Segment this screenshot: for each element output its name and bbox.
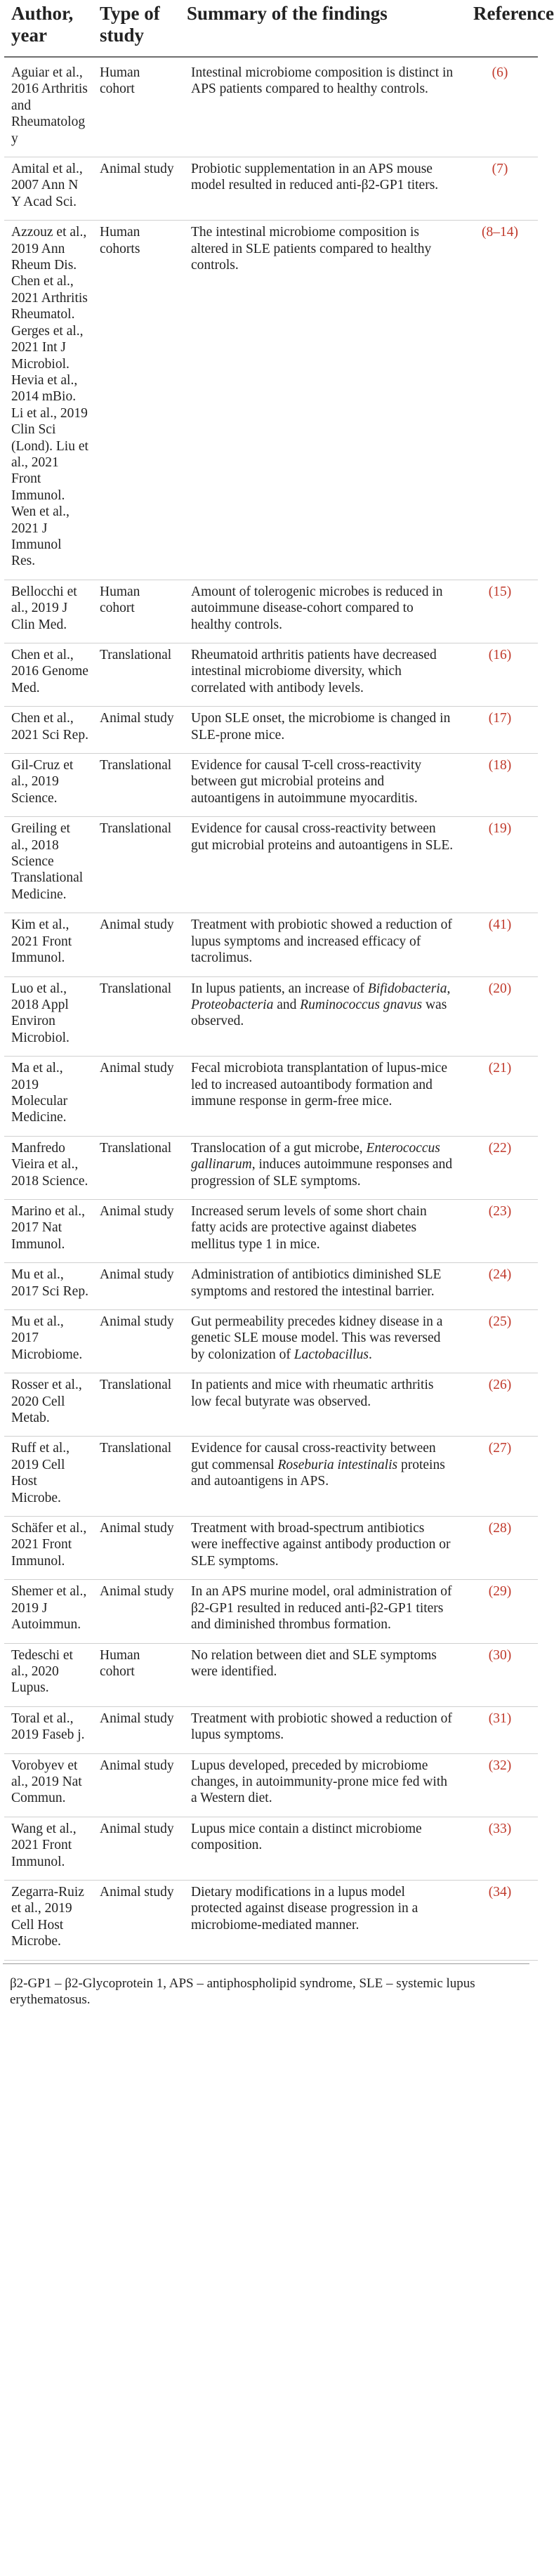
cell-author: Schäfer et al., 2021 Front Immunol. — [4, 1517, 93, 1580]
cell-reference-link[interactable]: (24) — [463, 1263, 538, 1310]
cell-reference-link[interactable]: (17) — [463, 707, 538, 754]
table-row — [4, 643, 538, 707]
summary-italic-term: Lactobacillus — [294, 1347, 369, 1362]
table-row — [4, 1706, 538, 1753]
cell-author: Mu et al., 2017 Microbiome. — [4, 1310, 93, 1373]
header-row — [4, 0, 538, 57]
cell-study-type: Animal study — [93, 1880, 180, 1960]
cell-summary: Treatment with probiotic showed a reduction of lupus symptoms. — [180, 1706, 463, 1753]
cell-study-type: Translational — [93, 817, 180, 913]
cell-summary: No relation between diet and SLE symptoms were identified. — [180, 1643, 463, 1706]
table-row — [4, 157, 538, 221]
cell-study-type: Animal study — [93, 707, 180, 754]
table-row — [4, 1643, 538, 1706]
summary-text: proteins and autoantigens in APS. — [191, 1457, 445, 1489]
cell-author: Amital et al., 2007 Ann N Y Acad Sci. — [4, 157, 93, 221]
cell-summary — [180, 976, 463, 1057]
cell-summary: Lupus mice contain a distinct microbiome composition. — [180, 1817, 463, 1880]
table-row — [4, 1517, 538, 1580]
cell-study-type: Animal study — [93, 157, 180, 221]
cell-summary: Lupus developed, preceded by microbiome changes, in autoimmunity-prone mice fed with a Western diet. — [180, 1753, 463, 1817]
cell-summary: In an APS murine model, oral administration of β2-GP1 resulted in reduced anti-β2-GP1 titers and diminished thrombus formation. — [180, 1580, 463, 1643]
cell-reference-link[interactable]: (29) — [463, 1580, 538, 1643]
summary-italic-term: Proteobacteria — [191, 997, 274, 1012]
cell-author: Ma et al., 2019 Molecular Medicine. — [4, 1057, 93, 1137]
cell-summary: Upon SLE onset, the microbiome is changed in SLE-prone mice. — [180, 707, 463, 754]
cell-study-type: Translational — [93, 643, 180, 707]
cell-author: Gil-Cruz et al., 2019 Science. — [4, 754, 93, 817]
table-row — [4, 1263, 538, 1310]
table-row — [4, 1437, 538, 1517]
cell-author: Azzouz et al., 2019 Ann Rheum Dis. Chen et al., 2021 Arthritis Rheumatol. Gerges et al., 2021 Int J Microbiol. Hevia et al., 2014 mBio. Li et al., 2019 Clin Sci (Lond). Liu et al., 2021 Front Immunol. Wen et al., 2021 J Immunol Res. — [4, 221, 93, 580]
cell-summary: Rheumatoid arthritis patients have decreased intestinal microbiome diversity, which correlated with antibody levels. — [180, 643, 463, 707]
cell-summary — [180, 1136, 463, 1199]
table-row — [4, 221, 538, 580]
table-row — [4, 1580, 538, 1643]
cell-reference-link[interactable]: (25) — [463, 1310, 538, 1373]
table-row — [4, 1136, 538, 1199]
cell-reference-link[interactable]: (23) — [463, 1199, 538, 1262]
cell-author: Marino et al., 2017 Nat Immunol. — [4, 1199, 93, 1262]
table-header — [4, 0, 554, 57]
cell-author: Greiling et al., 2018 Science Translational Medicine. — [4, 817, 93, 913]
cell-summary: The intestinal microbiome composition is altered in SLE patients compared to healthy controls. — [180, 221, 463, 580]
cell-summary: Increased serum levels of some short chain fatty acids are protective against diabetes mellitus type 1 in mice. — [180, 1199, 463, 1262]
cell-reference-link[interactable]: (6) — [463, 57, 538, 157]
cell-author: Zegarra-Ruiz et al., 2019 Cell Host Microbe. — [4, 1880, 93, 1960]
cell-reference-link[interactable]: (28) — [463, 1517, 538, 1580]
cell-reference-link[interactable]: (30) — [463, 1643, 538, 1706]
cell-reference-link[interactable]: (7) — [463, 157, 538, 221]
cell-summary: Intestinal microbiome composition is distinct in APS patients compared to healthy controls. — [180, 57, 463, 157]
cell-study-type: Human cohorts — [93, 221, 180, 580]
summary-text: Evidence for causal cross-reactivity between gut commensal — [191, 1441, 436, 1472]
cell-summary: Administration of antibiotics diminished SLE symptoms and restored the intestinal barrier. — [180, 1263, 463, 1310]
header-type: Type of study — [93, 0, 180, 57]
cell-study-type: Animal study — [93, 1263, 180, 1310]
table-row — [4, 1817, 538, 1880]
cell-author: Manfredo Vieira et al., 2018 Science. — [4, 1136, 93, 1199]
cell-study-type: Animal study — [93, 1517, 180, 1580]
cell-reference-link[interactable]: (21) — [463, 1057, 538, 1137]
header-author: Author, year — [4, 0, 93, 57]
table-row — [4, 976, 538, 1057]
cell-reference-link[interactable]: (15) — [463, 580, 538, 643]
cell-author: Vorobyev et al., 2019 Nat Commun. — [4, 1753, 93, 1817]
studies-table — [4, 0, 554, 1961]
cell-study-type: Animal study — [93, 1580, 180, 1643]
table-row — [4, 1880, 538, 1960]
cell-summary: Probiotic supplementation in an APS mouse model resulted in reduced anti-β2-GP1 titers. — [180, 157, 463, 221]
summary-text: was observed. — [191, 997, 447, 1029]
summary-text: Translocation of a gut microbe, — [191, 1140, 367, 1156]
cell-author: Aguiar et al., 2016 Arthritis and Rheumatology — [4, 57, 93, 157]
cell-reference-link[interactable]: (33) — [463, 1817, 538, 1880]
summary-italic-term: Bifidobacteria — [367, 981, 447, 996]
table-footnote: β2-GP1 – β2-Glycoprotein 1, APS – antiphospholipid syndrome, SLE – systemic lupus erythematosus. — [3, 1963, 529, 2022]
cell-author: Chen et al., 2016 Genome Med. — [4, 643, 93, 707]
cell-study-type: Animal study — [93, 913, 180, 976]
table-row — [4, 754, 538, 817]
cell-summary: Fecal microbiota transplantation of lupus-mice led to increased autoantibody formation and immune response in germ-free mice. — [180, 1057, 463, 1137]
cell-author: Shemer et al., 2019 J Autoimmun. — [4, 1580, 93, 1643]
cell-study-type: Animal study — [93, 1753, 180, 1817]
header-summary: Summary of the findings — [180, 0, 463, 57]
cell-summary — [180, 1437, 463, 1517]
cell-author: Bellocchi et al., 2019 J Clin Med. — [4, 580, 93, 643]
cell-reference-link[interactable]: (26) — [463, 1373, 538, 1437]
summary-text: , induces autoimmune responses and progression of SLE symptoms. — [191, 1157, 453, 1189]
cell-reference-link[interactable]: (20) — [463, 976, 538, 1057]
cell-study-type: Animal study — [93, 1310, 180, 1373]
cell-study-type: Animal study — [93, 1057, 180, 1137]
cell-study-type: Human cohort — [93, 57, 180, 157]
cell-reference-link[interactable]: (16) — [463, 643, 538, 707]
cell-study-type: Translational — [93, 976, 180, 1057]
cell-author: Rosser et al., 2020 Cell Metab. — [4, 1373, 93, 1437]
cell-study-type: Human cohort — [93, 580, 180, 643]
cell-study-type: Translational — [93, 1373, 180, 1437]
header-reference: Reference — [463, 0, 538, 57]
table-body — [4, 57, 538, 1960]
cell-study-type: Translational — [93, 1437, 180, 1517]
summary-text: In lupus patients, an increase of — [191, 981, 368, 996]
cell-author: Wang et al., 2021 Front Immunol. — [4, 1817, 93, 1880]
cell-reference-link[interactable]: (34) — [463, 1880, 538, 1960]
cell-author: Ruff et al., 2019 Cell Host Microbe. — [4, 1437, 93, 1517]
table-row — [4, 707, 538, 754]
table-row — [4, 580, 538, 643]
cell-study-type: Translational — [93, 1136, 180, 1199]
summary-text: Gut permeability precedes kidney disease in a genetic SLE mouse model. This was reversed by colonization of — [191, 1314, 443, 1362]
cell-study-type: Animal study — [93, 1199, 180, 1262]
summary-text: and — [273, 997, 301, 1012]
summary-italic-term: Enterococcus gallinarum — [191, 1140, 440, 1172]
cell-summary: Evidence for causal cross-reactivity between gut microbial proteins and autoantigens in SLE. — [180, 817, 463, 913]
cell-reference-link[interactable]: (8–14) — [463, 221, 538, 580]
cell-reference-link[interactable]: (18) — [463, 754, 538, 817]
cell-reference-link[interactable]: (19) — [463, 817, 538, 913]
table-row — [4, 1753, 538, 1817]
cell-summary: Amount of tolerogenic microbes is reduced in autoimmune disease-cohort compared to healthy controls. — [180, 580, 463, 643]
cell-summary — [180, 1310, 463, 1373]
cell-author: Luo et al., 2018 Appl Environ Microbiol. — [4, 976, 93, 1057]
cell-study-type: Animal study — [93, 1817, 180, 1880]
cell-study-type: Human cohort — [93, 1643, 180, 1706]
summary-text: . — [368, 1347, 372, 1362]
table-row — [4, 1373, 538, 1437]
table-row — [4, 57, 538, 157]
cell-summary: In patients and mice with rheumatic arthritis low fecal butyrate was observed. — [180, 1373, 463, 1437]
cell-author: Chen et al., 2021 Sci Rep. — [4, 707, 93, 754]
table-row — [4, 913, 538, 976]
table-row — [4, 1199, 538, 1262]
cell-reference-link[interactable]: (41) — [463, 913, 538, 976]
summary-text: , — [447, 981, 451, 996]
cell-study-type: Translational — [93, 754, 180, 817]
cell-study-type: Animal study — [93, 1706, 180, 1753]
cell-author: Tedeschi et al., 2020 Lupus. — [4, 1643, 93, 1706]
cell-author: Toral et al., 2019 Faseb j. — [4, 1706, 93, 1753]
cell-summary: Dietary modifications in a lupus model protected against disease progression in a microbiome-mediated manner. — [180, 1880, 463, 1960]
cell-author: Kim et al., 2021 Front Immunol. — [4, 913, 93, 976]
cell-reference-link[interactable]: (31) — [463, 1706, 538, 1753]
table-row — [4, 817, 538, 913]
cell-reference-link[interactable]: (27) — [463, 1437, 538, 1517]
cell-summary: Treatment with broad-spectrum antibiotics were ineffective against antibody production or SLE symptoms. — [180, 1517, 463, 1580]
cell-summary: Evidence for causal T-cell cross-reactivity between gut microbial proteins and autoantigens in autoimmune myocarditis. — [180, 754, 463, 817]
summary-italic-term: Ruminococcus gnavus — [300, 997, 423, 1012]
cell-summary: Treatment with probiotic showed a reduction of lupus symptoms and increased efficacy of tacrolimus. — [180, 913, 463, 976]
cell-author: Mu et al., 2017 Sci Rep. — [4, 1263, 93, 1310]
summary-italic-term: Roseburia intestinalis — [277, 1457, 398, 1472]
table-row — [4, 1310, 538, 1373]
cell-reference-link[interactable]: (32) — [463, 1753, 538, 1817]
cell-reference-link[interactable]: (22) — [463, 1136, 538, 1199]
table-row — [4, 1057, 538, 1137]
